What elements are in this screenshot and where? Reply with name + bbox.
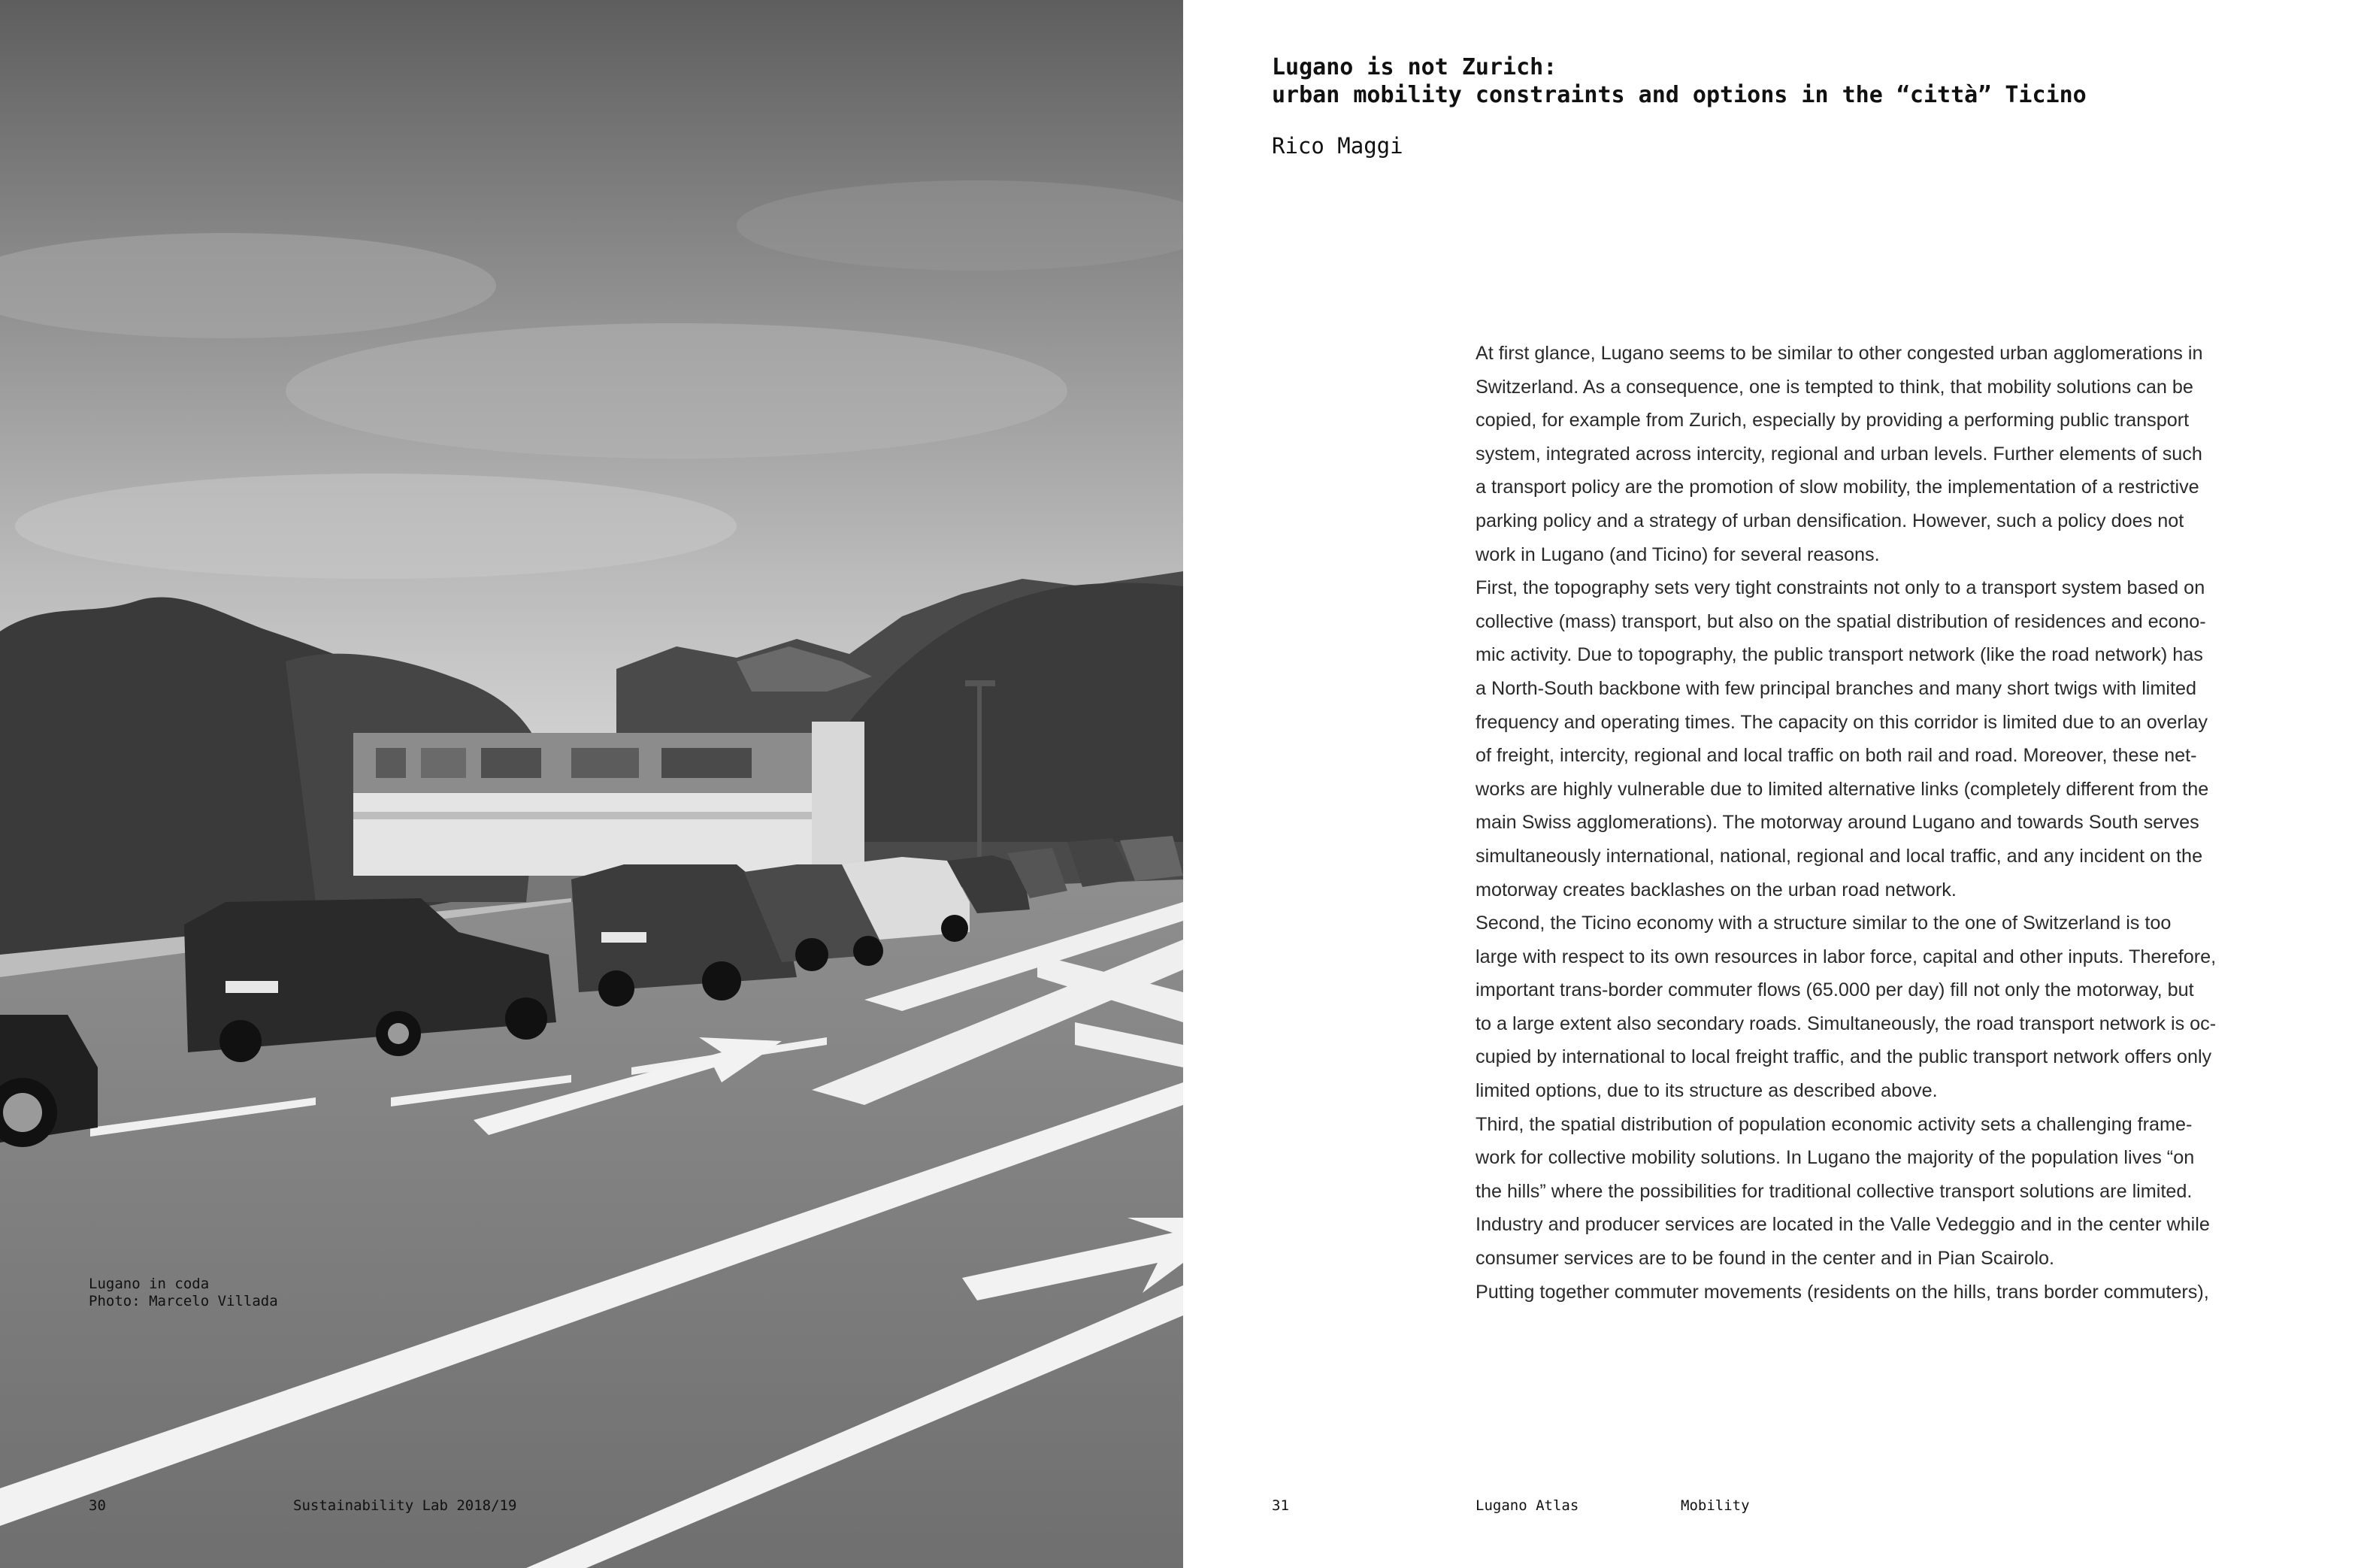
caption-line: Lugano in coda xyxy=(89,1276,210,1292)
body-text-line: a transport policy are the promotion of slow mobility, the implementation of a restrictive xyxy=(1476,477,2199,498)
page-number-right: 31 xyxy=(1272,1497,1289,1514)
author-name: Rico Maggi xyxy=(1272,133,1403,159)
body-text-line: collective (mass) transport, but also on the spatial distribution of residences and econo- xyxy=(1476,610,2206,632)
body-text-line: a North-South backbone with few principal branches and many short twigs with limited xyxy=(1476,677,2196,699)
body-text-line: the hills” where the possibilities for traditional collective transport solutions are limited. xyxy=(1476,1180,2193,1202)
body-text-line: First, the topography sets very tight constraints not only to a transport system based on xyxy=(1476,577,2205,599)
caption-line: Photo: Marcelo Villada xyxy=(89,1293,278,1309)
body-text-line: Putting together commuter movements (residents on the hills, trans border commuters), xyxy=(1476,1281,2209,1303)
running-head-right-1: Lugano Atlas xyxy=(1476,1497,1579,1514)
page-number-left: 30 xyxy=(89,1497,106,1514)
road-traffic-photo xyxy=(0,0,1183,1568)
body-text-line: system, integrated across intercity, regional and urban levels. Further elements of such xyxy=(1476,443,2202,465)
body-text-line: large with respect to its own resources in labor force, capital and other inputs. Therefore, xyxy=(1476,946,2217,967)
body-text-line: limited options, due to its structure as described above. xyxy=(1476,1080,1938,1102)
body-text-line: frequency and operating times. The capacity on this corridor is limited due to an overlay xyxy=(1476,711,2208,733)
title-line-2: urban mobility constraints and options in the “città” Ticino xyxy=(1272,82,2087,108)
body-text-line: consumer services are to be found in the center and in Pian Scairolo. xyxy=(1476,1248,2055,1270)
body-text-line: motorway creates backlashes on the urban road network. xyxy=(1476,879,1957,901)
running-head-right-2: Mobility xyxy=(1681,1497,1750,1514)
body-text-line: simultaneously international, national, regional and local traffic, and any incident on the xyxy=(1476,845,2203,867)
body-text-line: Industry and producer services are located in the Valle Vedeggio and in the center while xyxy=(1476,1214,2210,1236)
body-text-line: At first glance, Lugano seems to be similar to other congested urban agglomerations in xyxy=(1476,343,2203,364)
body-text-line: Switzerland. As a consequence, one is tempted to think, that mobility solutions can be xyxy=(1476,376,2193,398)
body-text-line: Second, the Ticino economy with a structure similar to the one of Switzerland is too xyxy=(1476,913,2172,934)
body-text-line: work for collective mobility solutions. In Lugano the majority of the population lives “on xyxy=(1476,1147,2195,1169)
body-text-line: copied, for example from Zurich, especially by providing a performing public transport xyxy=(1476,410,2190,431)
body-text-line: important trans-border commuter flows (65.000 per day) fill not only the motorway, but xyxy=(1476,979,2194,1001)
body-text-line: cupied by international to local freight traffic, and the public transport network offers only xyxy=(1476,1046,2212,1068)
article-body xyxy=(1476,337,2281,1309)
title-line-1: Lugano is not Zurich: xyxy=(1272,54,1557,80)
body-text-line: Third, the spatial distribution of population economic activity sets a challenging frame- xyxy=(1476,1113,2193,1135)
article-title xyxy=(1272,53,2087,109)
running-head-left: Sustainability Lab 2018/19 xyxy=(293,1497,517,1514)
body-text-line: work in Lugano (and Ticino) for several reasons. xyxy=(1476,543,1880,565)
body-text-line: to a large extent also secondary roads. Simultaneously, the road transport network is oc- xyxy=(1476,1013,2217,1034)
body-text-line: main Swiss agglomerations). The motorway around Lugano and towards South serves xyxy=(1476,812,2199,834)
photo-caption xyxy=(89,1276,278,1310)
body-text-line: works are highly vulnerable due to limited alternative links (completely different from the xyxy=(1476,778,2209,800)
body-text-line: mic activity. Due to topography, the public transport network (like the road network) has xyxy=(1476,644,2203,666)
body-text-line: of freight, intercity, regional and local traffic on both rail and road. Moreover, these net- xyxy=(1476,745,2197,767)
body-text-line: parking policy and a strategy of urban densification. However, such a policy does not xyxy=(1476,510,2184,531)
